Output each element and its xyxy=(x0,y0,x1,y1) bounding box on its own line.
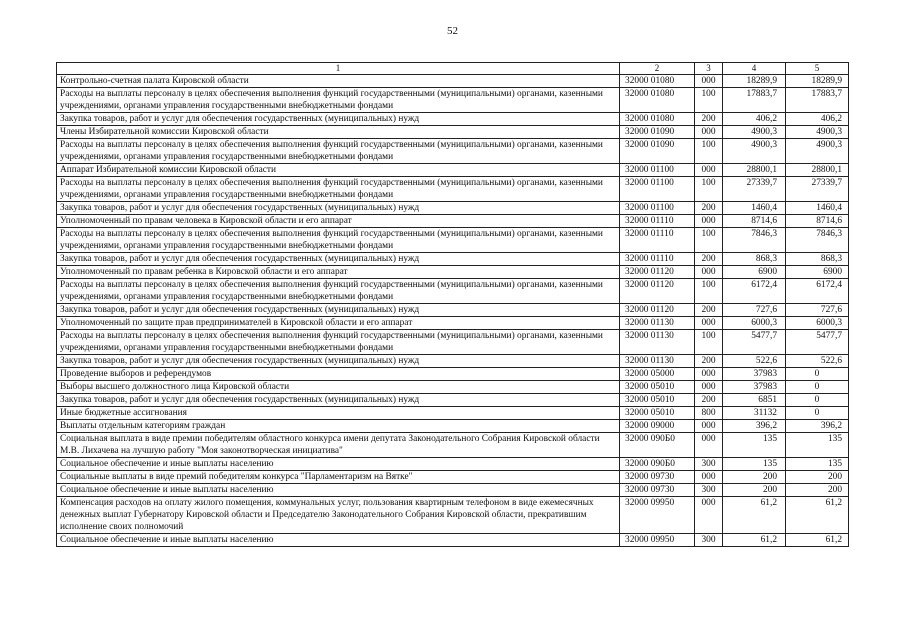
row-amount-2-cell: 18289,9 xyxy=(786,75,849,88)
row-vr-cell: 000 xyxy=(695,368,723,381)
row-name-cell: Социальные выплаты в виде премий победителям конкурса "Парламентаризм на Вятке" xyxy=(57,471,620,484)
row-amount-2-cell: 396,2 xyxy=(786,420,849,433)
row-amount-2-cell: 1460,4 xyxy=(786,202,849,215)
row-amount-1-cell: 61,2 xyxy=(723,534,786,547)
row-amount-1-cell: 37983 xyxy=(723,381,786,394)
row-code-cell: 32000 01080 xyxy=(620,88,695,113)
row-code-cell: 32000 01110 xyxy=(620,228,695,253)
row-name-cell: Расходы на выплаты персоналу в целях обеспечения выполнения функций государственными (муниципальными) органами, казенными учреждениями, органами управления государственными внебюджетными фондами xyxy=(57,177,620,202)
row-amount-2-cell: 6000,3 xyxy=(786,317,849,330)
row-name-cell: Проведение выборов и референдумов xyxy=(57,368,620,381)
row-amount-1-cell: 200 xyxy=(723,484,786,497)
row-name-cell: Закупка товаров, работ и услуг для обеспечения государственных (муниципальных) нужд xyxy=(57,304,620,317)
row-name-cell: Уполномоченный по правам человека в Кировской области и его аппарат xyxy=(57,215,620,228)
row-vr-cell: 200 xyxy=(695,355,723,368)
row-vr-cell: 000 xyxy=(695,266,723,279)
table-row xyxy=(57,304,849,317)
table-row xyxy=(57,317,849,330)
table-row xyxy=(57,164,849,177)
row-amount-1-cell: 396,2 xyxy=(723,420,786,433)
row-vr-cell: 300 xyxy=(695,484,723,497)
row-amount-2-cell: 6900 xyxy=(786,266,849,279)
row-name-cell: Уполномоченный по правам ребенка в Кировской области и его аппарат xyxy=(57,266,620,279)
row-amount-1-cell: 61,2 xyxy=(723,497,786,534)
table-row xyxy=(57,215,849,228)
row-name-cell: Социальное обеспечение и иные выплаты населению xyxy=(57,484,620,497)
table-header xyxy=(57,63,849,75)
row-vr-cell: 000 xyxy=(695,75,723,88)
row-amount-2-cell: 17883,7 xyxy=(786,88,849,113)
row-amount-1-cell: 6000,3 xyxy=(723,317,786,330)
row-vr-cell: 100 xyxy=(695,279,723,304)
table-row xyxy=(57,88,849,113)
row-name-cell: Социальная выплата в виде премии победителям областного конкурса имени депутата Законодательного Собрания Кировской области М.В. Лихачева на лучшую работу "Моя законотворческая инициатива" xyxy=(57,433,620,458)
row-amount-1-cell: 522,6 xyxy=(723,355,786,368)
table-row xyxy=(57,113,849,126)
row-amount-1-cell: 5477,7 xyxy=(723,330,786,355)
row-amount-2-cell: 135 xyxy=(786,433,849,458)
row-name-cell: Контрольно-счетная палата Кировской области xyxy=(57,75,620,88)
header-col-5: 5 xyxy=(786,63,849,75)
row-amount-2-cell: 28800,1 xyxy=(786,164,849,177)
row-amount-1-cell: 200 xyxy=(723,471,786,484)
row-amount-2-cell: 200 xyxy=(786,471,849,484)
row-amount-2-cell: 5477,7 xyxy=(786,330,849,355)
table-row xyxy=(57,534,849,547)
row-vr-cell: 000 xyxy=(695,433,723,458)
row-vr-cell: 100 xyxy=(695,228,723,253)
row-amount-1-cell: 6851 xyxy=(723,394,786,407)
table-row xyxy=(57,126,849,139)
row-amount-2-cell: 27339,7 xyxy=(786,177,849,202)
table-row xyxy=(57,407,849,420)
row-code-cell: 32000 01110 xyxy=(620,253,695,266)
row-amount-2-cell: 61,2 xyxy=(786,534,849,547)
row-amount-2-cell: 0 xyxy=(786,381,849,394)
header-row xyxy=(57,63,849,75)
row-amount-1-cell: 4900,3 xyxy=(723,139,786,164)
table-row xyxy=(57,497,849,534)
row-code-cell: 32000 01090 xyxy=(620,139,695,164)
row-name-cell: Расходы на выплаты персоналу в целях обеспечения выполнения функций государственными (муниципальными) органами, казенными учреждениями, органами управления государственными внебюджетными фондами xyxy=(57,279,620,304)
row-code-cell: 32000 01120 xyxy=(620,304,695,317)
table-row xyxy=(57,75,849,88)
row-amount-1-cell: 37983 xyxy=(723,368,786,381)
row-code-cell: 32000 09000 xyxy=(620,420,695,433)
table-row xyxy=(57,228,849,253)
row-amount-2-cell: 7846,3 xyxy=(786,228,849,253)
table-row xyxy=(57,253,849,266)
row-name-cell: Компенсация расходов на оплату жилого помещения, коммунальных услуг, пользования квартирным телефоном в виде ежемесячных денежных выплат Губернатору Кировской области и Председателю Законодательного Собрания Кировской области, прекратившим исполнение своих полномочий xyxy=(57,497,620,534)
row-code-cell: 32000 090Б0 xyxy=(620,433,695,458)
row-code-cell: 32000 01100 xyxy=(620,202,695,215)
table-row xyxy=(57,139,849,164)
row-code-cell: 32000 01110 xyxy=(620,215,695,228)
row-name-cell: Расходы на выплаты персоналу в целях обеспечения выполнения функций государственными (муниципальными) органами, казенными учреждениями, органами управления государственными внебюджетными фондами xyxy=(57,228,620,253)
row-code-cell: 32000 05000 xyxy=(620,368,695,381)
row-name-cell: Социальное обеспечение и иные выплаты населению xyxy=(57,534,620,547)
table-row xyxy=(57,279,849,304)
row-amount-1-cell: 135 xyxy=(723,458,786,471)
row-vr-cell: 100 xyxy=(695,177,723,202)
row-vr-cell: 200 xyxy=(695,113,723,126)
row-amount-2-cell: 6172,4 xyxy=(786,279,849,304)
table-row xyxy=(57,266,849,279)
row-amount-2-cell: 0 xyxy=(786,368,849,381)
row-vr-cell: 000 xyxy=(695,471,723,484)
row-code-cell: 32000 01130 xyxy=(620,355,695,368)
row-amount-1-cell: 8714,6 xyxy=(723,215,786,228)
row-amount-1-cell: 1460,4 xyxy=(723,202,786,215)
row-amount-1-cell: 7846,3 xyxy=(723,228,786,253)
row-code-cell: 32000 09950 xyxy=(620,497,695,534)
row-vr-cell: 200 xyxy=(695,304,723,317)
header-col-4: 4 xyxy=(723,63,786,75)
row-amount-2-cell: 8714,6 xyxy=(786,215,849,228)
row-code-cell: 32000 01130 xyxy=(620,317,695,330)
row-amount-1-cell: 28800,1 xyxy=(723,164,786,177)
row-code-cell: 32000 01130 xyxy=(620,330,695,355)
row-code-cell: 32000 01090 xyxy=(620,126,695,139)
header-col-3: 3 xyxy=(695,63,723,75)
row-code-cell: 32000 05010 xyxy=(620,407,695,420)
row-vr-cell: 800 xyxy=(695,407,723,420)
row-code-cell: 32000 09950 xyxy=(620,534,695,547)
row-code-cell: 32000 01080 xyxy=(620,113,695,126)
row-name-cell: Выборы высшего должностного лица Кировской области xyxy=(57,381,620,394)
row-amount-1-cell: 18289,9 xyxy=(723,75,786,88)
row-amount-2-cell: 200 xyxy=(786,484,849,497)
table-row xyxy=(57,394,849,407)
row-name-cell: Закупка товаров, работ и услуг для обеспечения государственных (муниципальных) нужд xyxy=(57,113,620,126)
table-row xyxy=(57,202,849,215)
table-row xyxy=(57,381,849,394)
row-vr-cell: 000 xyxy=(695,420,723,433)
row-amount-1-cell: 135 xyxy=(723,433,786,458)
table-row xyxy=(57,484,849,497)
row-name-cell: Аппарат Избирательной комиссии Кировской области xyxy=(57,164,620,177)
row-name-cell: Закупка товаров, работ и услуг для обеспечения государственных (муниципальных) нужд xyxy=(57,202,620,215)
budget-table-container xyxy=(56,62,848,547)
table-row xyxy=(57,368,849,381)
row-name-cell: Закупка товаров, работ и услуг для обеспечения государственных (муниципальных) нужд xyxy=(57,394,620,407)
page-number: 52 xyxy=(447,25,458,37)
row-vr-cell: 000 xyxy=(695,497,723,534)
table-body xyxy=(57,75,849,547)
row-amount-1-cell: 17883,7 xyxy=(723,88,786,113)
row-vr-cell: 200 xyxy=(695,253,723,266)
row-vr-cell: 000 xyxy=(695,126,723,139)
row-vr-cell: 300 xyxy=(695,458,723,471)
row-vr-cell: 200 xyxy=(695,202,723,215)
row-vr-cell: 300 xyxy=(695,534,723,547)
row-amount-2-cell: 4900,3 xyxy=(786,126,849,139)
row-vr-cell: 000 xyxy=(695,317,723,330)
row-amount-1-cell: 406,2 xyxy=(723,113,786,126)
row-name-cell: Расходы на выплаты персоналу в целях обеспечения выполнения функций государственными (муниципальными) органами, казенными учреждениями, органами управления государственными внебюджетными фондами xyxy=(57,139,620,164)
row-name-cell: Расходы на выплаты персоналу в целях обеспечения выполнения функций государственными (муниципальными) органами, казенными учреждениями, органами управления государственными внебюджетными фондами xyxy=(57,330,620,355)
row-name-cell: Социальное обеспечение и иные выплаты населению xyxy=(57,458,620,471)
row-amount-2-cell: 0 xyxy=(786,394,849,407)
row-amount-2-cell: 727,6 xyxy=(786,304,849,317)
row-amount-2-cell: 868,3 xyxy=(786,253,849,266)
row-vr-cell: 200 xyxy=(695,394,723,407)
row-amount-2-cell: 61,2 xyxy=(786,497,849,534)
row-amount-1-cell: 6172,4 xyxy=(723,279,786,304)
row-vr-cell: 000 xyxy=(695,215,723,228)
row-amount-1-cell: 27339,7 xyxy=(723,177,786,202)
row-code-cell: 32000 090Б0 xyxy=(620,458,695,471)
row-vr-cell: 000 xyxy=(695,164,723,177)
row-amount-1-cell: 727,6 xyxy=(723,304,786,317)
row-code-cell: 32000 01080 xyxy=(620,75,695,88)
table-row xyxy=(57,355,849,368)
row-name-cell: Выплаты отдельным категориям граждан xyxy=(57,420,620,433)
table-row xyxy=(57,330,849,355)
row-amount-1-cell: 6900 xyxy=(723,266,786,279)
row-amount-2-cell: 522,6 xyxy=(786,355,849,368)
row-vr-cell: 000 xyxy=(695,381,723,394)
row-code-cell: 32000 01100 xyxy=(620,177,695,202)
row-code-cell: 32000 09730 xyxy=(620,484,695,497)
row-code-cell: 32000 09730 xyxy=(620,471,695,484)
row-vr-cell: 100 xyxy=(695,330,723,355)
row-vr-cell: 100 xyxy=(695,139,723,164)
row-amount-1-cell: 868,3 xyxy=(723,253,786,266)
row-amount-1-cell: 31132 xyxy=(723,407,786,420)
table-row xyxy=(57,177,849,202)
header-col-2: 2 xyxy=(620,63,695,75)
table-row xyxy=(57,433,849,458)
row-amount-2-cell: 135 xyxy=(786,458,849,471)
table-row xyxy=(57,458,849,471)
row-name-cell: Закупка товаров, работ и услуг для обеспечения государственных (муниципальных) нужд xyxy=(57,253,620,266)
row-amount-1-cell: 4900,3 xyxy=(723,126,786,139)
row-name-cell: Уполномоченный по защите прав предпринимателей в Кировской области и его аппарат xyxy=(57,317,620,330)
row-name-cell: Расходы на выплаты персоналу в целях обеспечения выполнения функций государственными (муниципальными) органами, казенными учреждениями, органами управления государственными внебюджетными фондами xyxy=(57,88,620,113)
row-amount-2-cell: 4900,3 xyxy=(786,139,849,164)
row-name-cell: Иные бюджетные ассигнования xyxy=(57,407,620,420)
row-code-cell: 32000 05010 xyxy=(620,381,695,394)
row-amount-2-cell: 0 xyxy=(786,407,849,420)
budget-table xyxy=(56,62,849,547)
row-code-cell: 32000 05010 xyxy=(620,394,695,407)
row-name-cell: Члены Избирательной комиссии Кировской области xyxy=(57,126,620,139)
row-amount-2-cell: 406,2 xyxy=(786,113,849,126)
row-code-cell: 32000 01120 xyxy=(620,279,695,304)
table-row xyxy=(57,471,849,484)
row-code-cell: 32000 01120 xyxy=(620,266,695,279)
row-code-cell: 32000 01100 xyxy=(620,164,695,177)
row-name-cell: Закупка товаров, работ и услуг для обеспечения государственных (муниципальных) нужд xyxy=(57,355,620,368)
table-row xyxy=(57,420,849,433)
header-col-1: 1 xyxy=(57,63,620,75)
row-vr-cell: 100 xyxy=(695,88,723,113)
